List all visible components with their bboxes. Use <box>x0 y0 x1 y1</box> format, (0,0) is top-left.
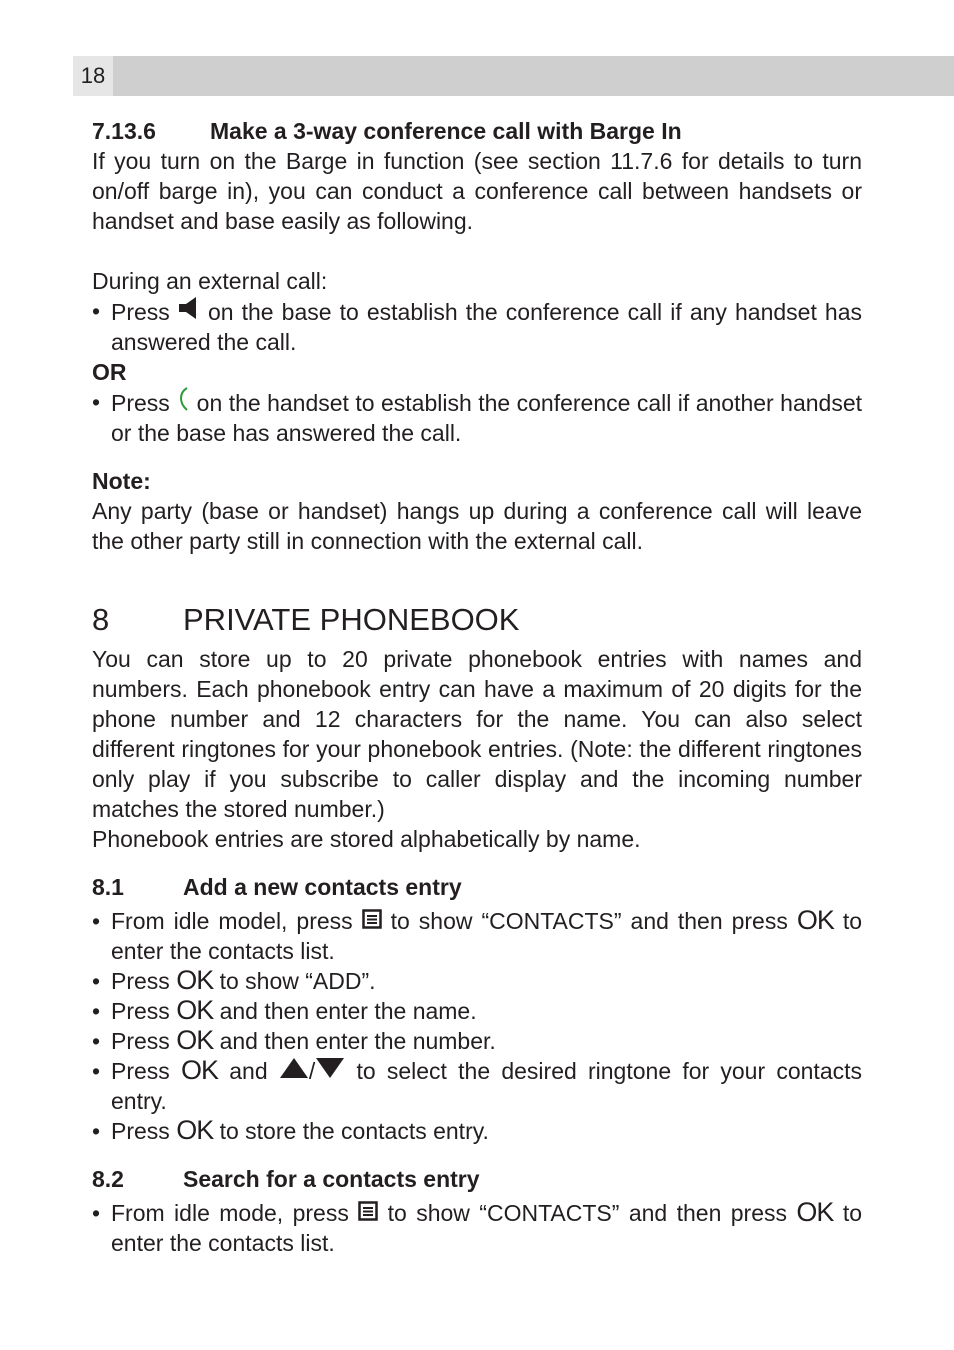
list-item <box>92 296 862 357</box>
bullet-dot: • <box>92 1118 101 1144</box>
item-text: and <box>229 1058 268 1084</box>
ok-key-icon: OK <box>181 1055 219 1085</box>
section-number: 8.1 <box>92 874 124 900</box>
speaker-icon <box>178 296 200 320</box>
section-7136-heading <box>92 116 862 146</box>
phonebook-intro: You can store up to 20 private phonebook entries with names and numbers. Each phonebook entry can have a maximum of 20 digits for the phone number and 12 characters for the name. You can also select different ringtones for your phonebook entries. (Note: the different ringtones only play if you subscribe to caller display and the incoming number matches the stored number.) <box>92 646 862 822</box>
item-text: to show “ADD”. <box>219 968 376 994</box>
item-text: Press <box>111 968 170 994</box>
ok-key-icon: OK <box>176 995 214 1025</box>
phonebook-sorting: Phonebook entries are stored alphabetically by name. <box>92 826 641 852</box>
ok-key-icon: OK <box>176 965 214 995</box>
up-arrow-icon <box>279 1057 309 1079</box>
header-bar <box>73 56 954 96</box>
item-text: to enter the contacts list. <box>111 1200 863 1256</box>
bullet-dot: • <box>92 968 101 994</box>
menu-icon <box>358 1201 378 1221</box>
list-item <box>92 387 862 448</box>
chapter-title: PRIVATE PHONEBOOK <box>183 602 520 637</box>
list-item <box>92 966 862 996</box>
list-item <box>92 1056 862 1116</box>
section-number: 8.2 <box>92 1166 124 1192</box>
item-text: Press <box>111 1118 170 1144</box>
page-content <box>92 116 862 1258</box>
item-text: to enter the contacts list. <box>111 908 863 964</box>
item-text: to store the contacts entry. <box>219 1118 489 1144</box>
section-title: Search for a contacts entry <box>183 1166 480 1192</box>
list-item <box>92 996 862 1026</box>
bullet-dot: • <box>92 1200 101 1226</box>
list-item <box>92 1198 862 1258</box>
bullet-dot: • <box>92 298 101 324</box>
bullet-dot: • <box>92 998 101 1024</box>
bullet-dot: • <box>92 389 101 415</box>
section-82-heading <box>92 1164 862 1194</box>
item-text: on the base to establish the conference call if any handset has answered the call. <box>111 299 862 355</box>
section-title: Make a 3-way conference call with Barge In <box>210 118 682 144</box>
item-text: Press <box>111 1058 170 1084</box>
section-81-heading <box>92 872 862 902</box>
down-arrow-icon <box>315 1057 345 1079</box>
list-item <box>92 1116 862 1146</box>
phone-handset-icon <box>176 387 190 411</box>
bullet-dot: • <box>92 1058 101 1084</box>
item-text: to show “CONTACTS” and then press <box>387 1200 787 1226</box>
item-text: From idle mode, press <box>111 1200 349 1226</box>
or-label: OR <box>92 359 127 385</box>
item-text: on the handset to establish the conference call if another handset or the base has answered the call. <box>111 390 863 446</box>
during-call-text: During an external call: <box>92 268 328 294</box>
note-label: Note: <box>92 468 151 494</box>
menu-icon <box>362 909 382 929</box>
item-text: Press <box>111 390 170 416</box>
ok-key-icon: OK <box>796 905 834 935</box>
chapter-8-heading <box>92 600 862 640</box>
ok-key-icon: OK <box>796 1197 834 1227</box>
section-title: Add a new contacts entry <box>183 874 462 900</box>
item-text: to select the desired ringtone for your contacts entry. <box>111 1058 862 1114</box>
barge-in-intro: If you turn on the Barge in function (see section 11.7.6 for details to turn on/off barge in), you can conduct a conference call between handsets or handset and base easily as following. <box>92 148 862 234</box>
page-number: 18 <box>73 56 113 96</box>
item-text: and then enter the name. <box>219 998 477 1024</box>
item-text: to show “CONTACTS” and then press <box>390 908 788 934</box>
section-number: 7.13.6 <box>92 118 156 144</box>
item-text: Press <box>111 299 170 325</box>
bullet-dot: • <box>92 1028 101 1054</box>
item-text: Press <box>111 998 170 1024</box>
bullet-dot: • <box>92 908 101 934</box>
note-text: Any party (base or handset) hangs up during a conference call will leave the other party still in connection with the external call. <box>92 498 862 554</box>
list-item <box>92 906 862 966</box>
ok-key-icon: OK <box>176 1115 214 1145</box>
item-text: From idle model, press <box>111 908 353 934</box>
item-text: Press <box>111 1028 170 1054</box>
item-text: and then enter the number. <box>219 1028 496 1054</box>
list-item <box>92 1026 862 1056</box>
slash-separator: / <box>308 1058 316 1084</box>
ok-key-icon: OK <box>176 1025 214 1055</box>
chapter-number: 8 <box>92 602 110 637</box>
